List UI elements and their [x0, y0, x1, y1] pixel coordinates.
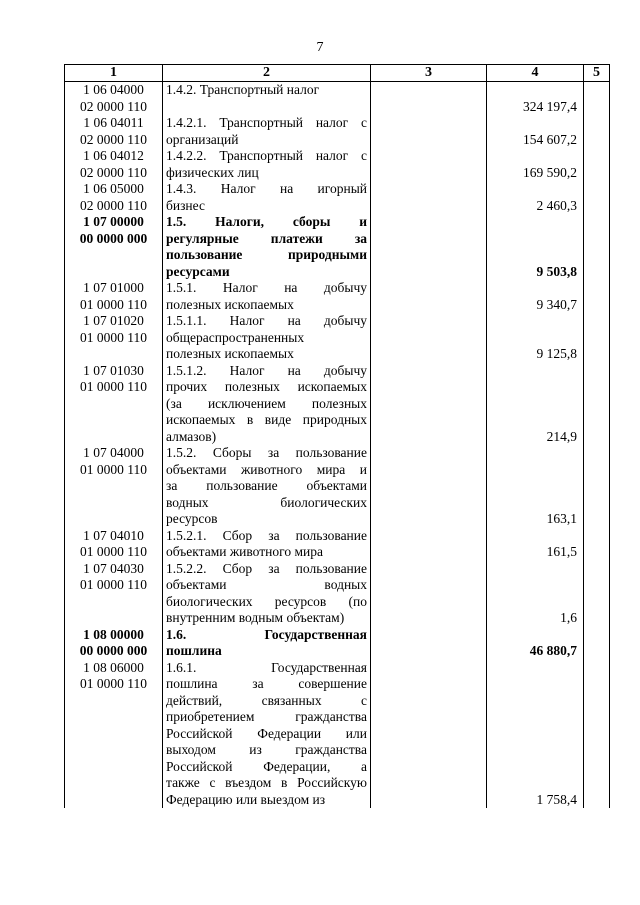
col3-cell	[371, 363, 487, 446]
revenue-name-line: пользование природными	[166, 247, 367, 262]
budget-code-line: 1 06 04000	[83, 82, 144, 97]
budget-code-line: 1 07 04030	[83, 560, 144, 576]
table-row	[65, 280, 610, 313]
revenue-name-line: биологических ресурсов (по	[166, 593, 367, 609]
budget-code-line: 1 08 00000	[83, 626, 144, 642]
table-row	[65, 627, 610, 660]
amount-cell: 9 125,8	[487, 313, 584, 363]
header-col-2: 2	[163, 65, 371, 82]
budget-code-cell	[65, 313, 163, 363]
revenue-name-line: 1.4.3. Налог на игорный	[166, 181, 367, 196]
revenue-name-line: ископаемых в виде природных	[166, 412, 367, 427]
col5-cell	[584, 363, 610, 446]
amount-cell: 324 197,4	[487, 82, 584, 116]
revenue-name-line: ресурсами	[166, 263, 230, 279]
budget-code-line: 1 07 04010	[83, 527, 144, 543]
table-row	[65, 660, 610, 809]
revenue-name-cell	[163, 660, 371, 809]
revenue-name-line: полезных ископаемых	[166, 346, 294, 361]
amount-cell: 154 607,2	[487, 115, 584, 148]
revenue-name-line: физических лиц	[166, 164, 259, 180]
budget-code-cell	[65, 528, 163, 561]
col5-cell	[584, 561, 610, 627]
revenue-name-line: 1.4.2.2. Транспортный налог с	[166, 148, 367, 163]
budget-code-line: 02 0000 110	[80, 98, 147, 114]
table-row	[65, 82, 610, 116]
col3-cell	[371, 181, 487, 214]
revenue-name-line: 1.5.2. Сборы за пользование	[166, 445, 367, 460]
col3-cell	[371, 148, 487, 181]
header-col-1: 1	[65, 65, 163, 82]
col3-cell	[371, 528, 487, 561]
budget-code-cell	[65, 148, 163, 181]
col3-cell	[371, 660, 487, 809]
revenue-name-cell	[163, 148, 371, 181]
revenue-name-line: приобретением гражданства	[166, 709, 367, 724]
table-row	[65, 528, 610, 561]
table-row	[65, 445, 610, 528]
amount-cell: 1,6	[487, 561, 584, 627]
revenue-name-line: 1.6.1. Государственная	[166, 659, 367, 675]
revenue-name-line: 1.5.1. Налог на добычу	[166, 280, 367, 295]
col3-cell	[371, 115, 487, 148]
col5-cell	[584, 528, 610, 561]
table-body	[65, 82, 610, 809]
budget-code-line: 1 07 01000	[83, 280, 144, 295]
col5-cell	[584, 82, 610, 116]
budget-code-cell	[65, 214, 163, 280]
budget-code-cell	[65, 280, 163, 313]
revenue-name-line: 1.5. Налоги, сборы и	[166, 214, 367, 229]
revenue-name-cell	[163, 561, 371, 627]
revenue-name-line: ресурсов	[166, 511, 218, 526]
revenue-name-line: за пользование объектами	[166, 478, 367, 493]
amount-cell: 2 460,3	[487, 181, 584, 214]
amount-cell: 163,1	[487, 445, 584, 528]
revenue-name-line: полезных ископаемых	[166, 296, 294, 312]
revenue-name-cell	[163, 115, 371, 148]
col5-cell	[584, 181, 610, 214]
col3-cell	[371, 280, 487, 313]
budget-code-line: 02 0000 110	[80, 131, 147, 147]
table-row	[65, 148, 610, 181]
revenue-name-cell	[163, 627, 371, 660]
col5-cell	[584, 214, 610, 280]
revenue-name-cell	[163, 181, 371, 214]
table-row	[65, 181, 610, 214]
revenue-name-line: 1.4.2. Транспортный налог	[166, 82, 320, 97]
revenue-name-line: 1.6. Государственная	[166, 626, 367, 642]
amount-cell: 161,5	[487, 528, 584, 561]
budget-code-line: 1 06 04012	[83, 148, 144, 163]
revenue-name-line: объектами животного мира и	[166, 461, 367, 477]
col3-cell	[371, 214, 487, 280]
budget-code-line: 01 0000 110	[80, 329, 147, 345]
col5-cell	[584, 148, 610, 181]
budget-code-line: 01 0000 110	[80, 296, 147, 312]
budget-table	[64, 64, 610, 808]
col3-cell	[371, 82, 487, 116]
amount-cell: 46 880,7	[487, 627, 584, 660]
col3-cell	[371, 313, 487, 363]
revenue-name-line: 1.5.2.2. Сбор за пользование	[166, 560, 367, 576]
revenue-name-line: Федерацию или выездом из	[166, 791, 326, 807]
budget-code-line: 1 07 01020	[83, 313, 144, 328]
revenue-name-cell	[163, 528, 371, 561]
budget-code-line: 00 0000 000	[79, 230, 148, 246]
revenue-name-line: внутренним водным объектам)	[166, 610, 345, 625]
budget-code-line: 1 06 04011	[83, 115, 144, 130]
budget-code-cell	[65, 561, 163, 627]
header-col-3: 3	[371, 65, 487, 82]
budget-code-line: 1 07 00000	[83, 214, 144, 229]
table-header-row	[65, 65, 610, 82]
budget-code-line: 01 0000 110	[80, 676, 147, 691]
revenue-name-cell	[163, 363, 371, 446]
table-row	[65, 214, 610, 280]
budget-code-cell	[65, 115, 163, 148]
budget-code-line: 02 0000 110	[80, 164, 147, 180]
budget-code-cell	[65, 445, 163, 528]
budget-code-line: 02 0000 110	[80, 197, 147, 213]
amount-cell: 169 590,2	[487, 148, 584, 181]
col5-cell	[584, 313, 610, 363]
revenue-name-line: прочих полезных ископаемых	[166, 379, 367, 394]
revenue-name-line: регулярные платежи за	[166, 230, 367, 246]
revenue-name-line: 1.5.1.1. Налог на добычу	[166, 313, 367, 328]
amount-cell: 9 503,8	[487, 214, 584, 280]
budget-code-line: 01 0000 110	[80, 577, 147, 592]
header-col-4: 4	[487, 65, 584, 82]
revenue-name-line: объектами водных	[166, 577, 367, 592]
header-col-5: 5	[584, 65, 610, 82]
revenue-name-line: организаций	[166, 131, 239, 147]
table-row	[65, 363, 610, 446]
revenue-name-cell	[163, 280, 371, 313]
table-row	[65, 115, 610, 148]
revenue-name-cell	[163, 445, 371, 528]
budget-code-line: 00 0000 000	[79, 643, 148, 658]
budget-code-line: 1 07 04000	[83, 445, 144, 460]
revenue-name-line: действий, связанных с	[166, 692, 367, 708]
budget-code-cell	[65, 363, 163, 446]
revenue-name-line: пошлина	[166, 643, 222, 658]
col3-cell	[371, 561, 487, 627]
col5-cell	[584, 445, 610, 528]
budget-code-line: 01 0000 110	[80, 461, 147, 477]
revenue-name-line: 1.4.2.1. Транспортный налог с	[166, 115, 367, 130]
col5-cell	[584, 660, 610, 809]
revenue-name-line: 1.5.1.2. Налог на добычу	[166, 362, 367, 378]
col5-cell	[584, 115, 610, 148]
budget-code-line: 01 0000 110	[80, 379, 147, 394]
revenue-name-line: 1.5.2.1. Сбор за пользование	[166, 527, 367, 543]
revenue-name-line: выходом из гражданства	[166, 742, 367, 757]
amount-cell: 1 758,4	[487, 660, 584, 809]
budget-code-line: 01 0000 110	[80, 544, 147, 559]
revenue-name-cell	[163, 214, 371, 280]
table-row	[65, 313, 610, 363]
revenue-name-line: Российской Федерации, а	[166, 758, 367, 774]
revenue-name-line: (за исключением полезных	[166, 395, 367, 411]
budget-code-line: 1 08 06000	[83, 659, 144, 675]
revenue-name-line: Российской Федерации или	[166, 725, 367, 741]
table-row	[65, 561, 610, 627]
revenue-name-line: объектами животного мира	[166, 544, 323, 559]
budget-code-line: 1 06 05000	[83, 181, 144, 196]
revenue-name-line: общераспространенных	[166, 329, 305, 345]
revenue-name-line: водных биологических	[166, 494, 367, 510]
page-number: 7	[316, 40, 324, 55]
col5-cell	[584, 280, 610, 313]
revenue-name-cell	[163, 82, 371, 116]
amount-cell: 9 340,7	[487, 280, 584, 313]
budget-code-cell	[65, 660, 163, 809]
revenue-name-cell	[163, 313, 371, 363]
revenue-name-line: также с въездом в Российскую	[166, 775, 367, 790]
budget-code-cell	[65, 82, 163, 116]
budget-code-line: 1 07 01030	[83, 362, 144, 378]
revenue-name-line: алмазов)	[166, 428, 217, 444]
revenue-name-line: бизнес	[166, 197, 205, 213]
col3-cell	[371, 445, 487, 528]
revenue-name-line: пошлина за совершение	[166, 676, 367, 691]
amount-cell: 214,9	[487, 363, 584, 446]
col3-cell	[371, 627, 487, 660]
budget-code-cell	[65, 181, 163, 214]
budget-code-cell	[65, 627, 163, 660]
col5-cell	[584, 627, 610, 660]
